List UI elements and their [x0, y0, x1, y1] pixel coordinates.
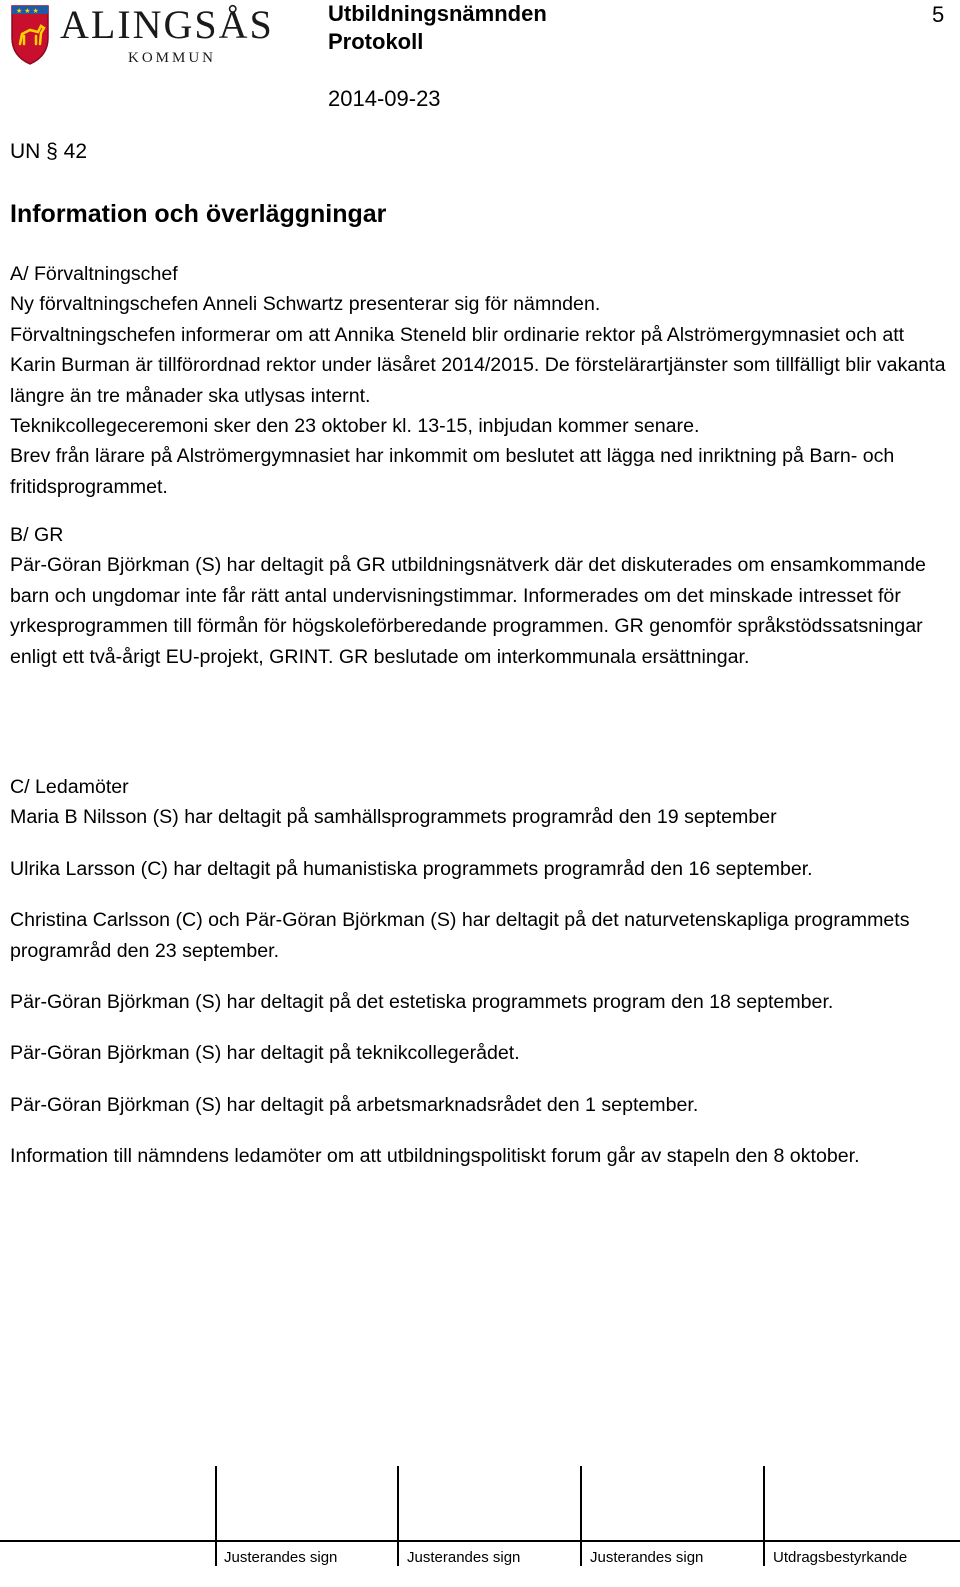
section-a-title: A/ Förvaltningschef [10, 263, 178, 285]
section-a [10, 259, 950, 502]
section-c-paragraph: Christina Carlsson (C) och Pär-Göran Björkman (S) har deltagit på det naturvetenskapliga programmets programråd den 23 september. [10, 909, 910, 962]
section-a-line: Ny förvaltningschefen Anneli Schwartz presenterar sig för nämnden. [10, 293, 601, 316]
committee-name: Utbildningsnämnden [328, 1, 547, 26]
section-c-paragraph: Ulrika Larsson (C) har deltagit på humanistiska programmets programråd den 16 september. [10, 857, 813, 880]
section-a-line: Teknikcollegeceremoni sker den 23 oktober kl. 13-15, inbjudan kommer senare. [10, 415, 700, 438]
signature-divider [215, 1466, 217, 1566]
svg-text:KOMMUN: KOMMUN [128, 50, 217, 66]
section-c-paragraph: Information till nämndens ledamöter om att utbildningspolitiskt forum går av stapeln den 8 oktober. [10, 1145, 860, 1168]
paragraph-id: UN § 42 [10, 140, 88, 163]
alingsas-kommun-logo [8, 0, 288, 68]
signature-label: Justerandes sign [590, 1549, 704, 1566]
signature-boxes [0, 1466, 960, 1587]
section-c-paragraph: Pär-Göran Björkman (S) har deltagit på teknikcollegerådet. [10, 1042, 520, 1065]
signature-label: Justerandes sign [407, 1549, 521, 1566]
document-type: Protokoll [328, 29, 424, 54]
section-b [10, 520, 950, 672]
signature-baseline [0, 1540, 960, 1542]
signature-divider [763, 1466, 765, 1566]
signature-divider [580, 1466, 582, 1566]
section-b-text: Pär-Göran Björkman (S) har deltagit på GR utbildningsnätverk där det diskuterades om ensamkommande barn och ungdomar inte får rätt antal undervisningstimmar. Informerades om det minskade intresset för yrkesprogrammen till förmån för högskoleförberedande programmen. GR genomför språkstödssatsningar enligt ett två-årigt EU-projekt, GRINT. GR beslutade om interkommunala ersättningar. [10, 554, 926, 668]
section-heading: Information och överläggningar [10, 200, 387, 228]
signature-label: Justerandes sign [224, 1549, 338, 1566]
section-c [10, 772, 950, 1172]
section-c-paragraph: Pär-Göran Björkman (S) har deltagit på det estetiska programmets program den 18 september. [10, 991, 834, 1014]
section-b-title: B/ GR [10, 524, 64, 546]
signature-divider [397, 1466, 399, 1566]
section-c-title: C/ Ledamöter [10, 776, 129, 798]
svg-text:★ ★ ★: ★ ★ ★ [16, 8, 39, 15]
signature-label: Utdragsbestyrkande [773, 1549, 908, 1566]
section-a-line: Förvaltningschefen informerar om att Annika Steneld blir ordinarie rektor på Alströmergymnasiet och att Karin Burman är tillförordnad rektor under läsåret 2014/2015. De förstelärartjänster som tillfälligt blir vakanta längre än tre månader ska utlysas internt. [10, 323, 946, 407]
section-c-paragraph: Pär-Göran Björkman (S) har deltagit på arbetsmarknadsrådet den 1 september. [10, 1093, 699, 1116]
section-a-line: Brev från lärare på Alströmergymnasiet har inkommit om beslutet att lägga ned inriktning på Barn- och fritidsprogrammet. [10, 445, 895, 498]
logo-graphic [8, 0, 288, 68]
logo-wordmark: ALINGSÅS [60, 2, 274, 47]
section-c-paragraph: Maria B Nilsson (S) har deltagit på samhällsprogrammets programråd den 19 september [10, 806, 777, 829]
meeting-date: 2014-09-23 [328, 86, 441, 111]
page-number: 5 [932, 2, 945, 27]
